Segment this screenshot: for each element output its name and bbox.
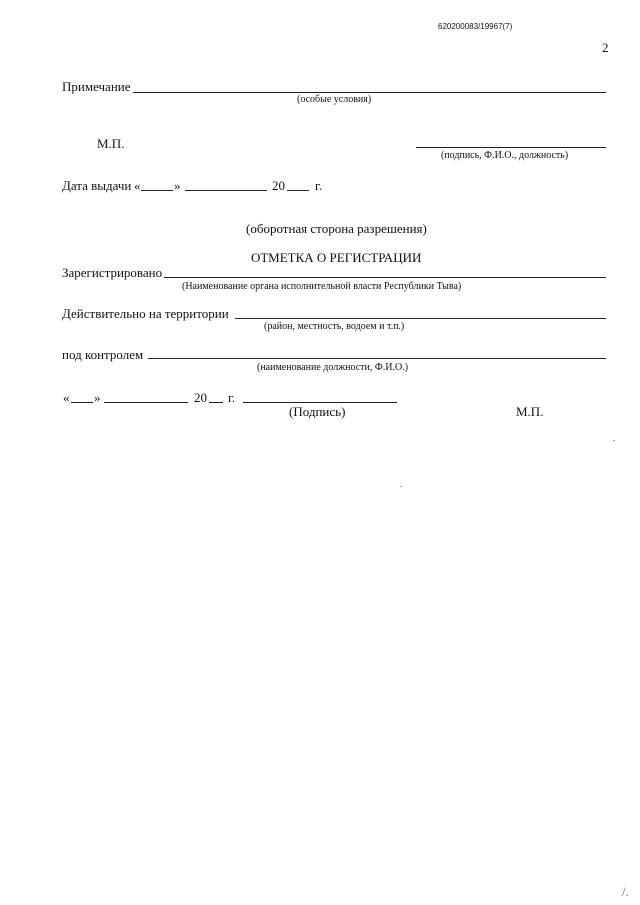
final-year-line [209,402,223,403]
issue-year-line [287,190,309,191]
reverse-side-caption: (оборотная сторона разрешения) [246,221,427,236]
issue-year-prefix: 20 [272,178,285,193]
scan-speck [400,486,402,487]
control-caption: (наименование должности, Ф.И.О.) [257,362,409,373]
signature-caption: (подпись, Ф.И.О., должность) [441,150,569,161]
territory-label: Действительно на территории [62,306,229,321]
final-date-close-quote: » [94,390,101,405]
note-caption: (особые условия) [297,94,372,105]
registered-caption: (Наименование органа исполнительной власти Республики Тыва) [182,281,462,292]
final-signature-line [243,402,397,403]
territory-line [235,318,606,319]
page-number: 2 [602,40,609,55]
final-stamp-place-label: М.П. [516,404,544,419]
registered-line [164,277,606,278]
stamp-place-label: М.П. [97,136,125,151]
issue-date-label: Дата выдачи [62,178,132,193]
final-day-line [71,402,93,403]
issue-day-line [141,190,173,191]
issue-date-open-quote: « [134,178,141,193]
final-year-prefix: 20 [194,390,207,405]
registered-label: Зарегистрировано [62,265,163,280]
note-label: Примечание [62,79,131,94]
control-line [148,358,606,359]
issue-date-close-quote: » [174,178,181,193]
final-date-open-quote: « [63,390,70,405]
registration-heading: ОТМЕТКА О РЕГИСТРАЦИИ [251,250,422,265]
signature-line [416,147,606,148]
document-number: 620200083/19967(7) [438,22,513,31]
issue-year-suffix: г. [315,178,323,193]
issue-month-line [185,190,267,191]
final-year-suffix: г. [228,390,236,405]
final-month-line [104,402,188,403]
control-label: под контролем [62,347,144,362]
final-signature-caption: (Подпись) [289,404,346,419]
corner-mark: /. [622,884,629,899]
scan-speck [613,440,615,441]
note-line [133,92,606,93]
territory-caption: (район, местность, водоем и т.п.) [264,321,405,332]
